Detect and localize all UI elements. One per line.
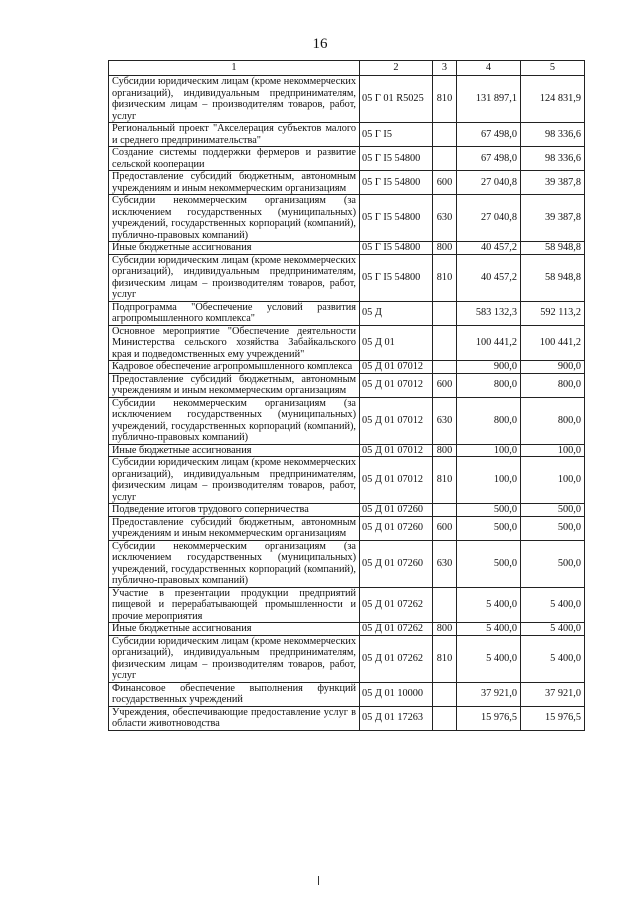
budget-table	[108, 60, 585, 731]
row-type-cell: 630	[433, 195, 457, 242]
table-row	[109, 682, 585, 706]
row-value-2-cell: 98 336,6	[521, 147, 585, 171]
row-code-cell: 05 Д 01	[360, 325, 433, 361]
row-type-cell	[433, 123, 457, 147]
row-code-cell: 05 Д	[360, 301, 433, 325]
row-code-cell: 05 Г I5 54800	[360, 242, 433, 255]
row-name-cell: Участие в презентации продукции предприятий пищевой и перерабатывающей промышленности и прочие мероприятия	[109, 587, 360, 623]
row-type-cell	[433, 325, 457, 361]
table-row	[109, 242, 585, 255]
row-code-cell: 05 Д 01 07012	[360, 444, 433, 457]
row-name-cell: Кадровое обеспечение агропромышленного комплекса	[109, 361, 360, 374]
row-name-cell: Создание системы поддержки фермеров и развитие сельской кооперации	[109, 147, 360, 171]
row-code-cell: 05 Д 01 10000	[360, 682, 433, 706]
row-type-cell	[433, 587, 457, 623]
row-value-2-cell: 800,0	[521, 397, 585, 444]
row-code-cell: 05 Г 01 R5025	[360, 76, 433, 123]
row-name-cell: Основное мероприятие "Обеспечение деятельности Министерства сельского хозяйства Забайкальского края и подведомственных ему учреждений"	[109, 325, 360, 361]
table-row	[109, 504, 585, 517]
row-type-cell	[433, 147, 457, 171]
table-row	[109, 171, 585, 195]
row-name-cell: Иные бюджетные ассигнования	[109, 444, 360, 457]
row-value-1-cell: 5 400,0	[457, 587, 521, 623]
table-row	[109, 325, 585, 361]
row-value-2-cell: 800,0	[521, 373, 585, 397]
row-value-1-cell: 67 498,0	[457, 147, 521, 171]
row-value-2-cell: 15 976,5	[521, 706, 585, 730]
row-type-cell: 810	[433, 457, 457, 504]
row-value-1-cell: 800,0	[457, 373, 521, 397]
table-header-row	[109, 61, 585, 76]
table-row	[109, 373, 585, 397]
row-value-1-cell: 40 457,2	[457, 242, 521, 255]
row-value-2-cell: 900,0	[521, 361, 585, 374]
row-value-1-cell: 583 132,3	[457, 301, 521, 325]
row-name-cell: Подпрограмма "Обеспечение условий развития агропромышленного комплекса"	[109, 301, 360, 325]
header-col-2: 2	[360, 61, 433, 76]
row-value-1-cell: 900,0	[457, 361, 521, 374]
table-row	[109, 623, 585, 636]
footer-mark	[318, 876, 319, 885]
row-name-cell: Субсидии некоммерческим организациям (за исключением государственных (муниципальных) учреждений, государственных корпораций (компаний), публично-правовых компаний)	[109, 195, 360, 242]
row-name-cell: Субсидии юридическим лицам (кроме некоммерческих организаций), индивидуальным предпринимателям, физическим лицам – производителям товаров, работ, услуг	[109, 635, 360, 682]
row-type-cell: 810	[433, 254, 457, 301]
row-code-cell: 05 Г I5	[360, 123, 433, 147]
row-value-1-cell: 67 498,0	[457, 123, 521, 147]
row-code-cell: 05 Д 01 07262	[360, 635, 433, 682]
row-code-cell: 05 Г I5 54800	[360, 147, 433, 171]
header-col-5: 5	[521, 61, 585, 76]
row-value-1-cell: 500,0	[457, 540, 521, 587]
row-type-cell: 800	[433, 623, 457, 636]
row-value-2-cell: 58 948,8	[521, 254, 585, 301]
table-row	[109, 706, 585, 730]
row-type-cell: 600	[433, 373, 457, 397]
row-type-cell: 810	[433, 635, 457, 682]
row-value-2-cell: 98 336,6	[521, 123, 585, 147]
table-row	[109, 516, 585, 540]
row-type-cell	[433, 504, 457, 517]
row-value-2-cell: 5 400,0	[521, 635, 585, 682]
table-row	[109, 361, 585, 374]
row-name-cell: Субсидии юридическим лицам (кроме некоммерческих организаций), индивидуальным предпринимателям, физическим лицам – производителям товаров, работ, услуг	[109, 457, 360, 504]
table-row	[109, 147, 585, 171]
row-value-1-cell: 800,0	[457, 397, 521, 444]
row-value-1-cell: 100,0	[457, 444, 521, 457]
row-code-cell: 05 Д 01 07260	[360, 504, 433, 517]
page-number: 16	[312, 36, 328, 52]
table-row	[109, 123, 585, 147]
row-code-cell: 05 Д 01 07262	[360, 623, 433, 636]
row-name-cell: Субсидии некоммерческим организациям (за исключением государственных (муниципальных) учреждений, государственных корпораций (компаний), публично-правовых компаний)	[109, 540, 360, 587]
row-code-cell: 05 Д 01 07012	[360, 457, 433, 504]
table-row	[109, 254, 585, 301]
row-value-2-cell: 500,0	[521, 540, 585, 587]
row-name-cell: Субсидии юридическим лицам (кроме некоммерческих организаций), индивидуальным предпринимателям, физическим лицам – производителям товаров, работ, услуг	[109, 254, 360, 301]
row-code-cell: 05 Д 01 07262	[360, 587, 433, 623]
row-value-2-cell: 592 113,2	[521, 301, 585, 325]
row-name-cell: Региональный проект "Акселерация субъектов малого и среднего предпринимательства"	[109, 123, 360, 147]
row-type-cell: 600	[433, 516, 457, 540]
row-value-2-cell: 37 921,0	[521, 682, 585, 706]
row-value-1-cell: 100 441,2	[457, 325, 521, 361]
row-value-2-cell: 39 387,8	[521, 171, 585, 195]
table-row	[109, 540, 585, 587]
row-type-cell: 630	[433, 540, 457, 587]
table-row	[109, 397, 585, 444]
row-value-1-cell: 500,0	[457, 504, 521, 517]
row-type-cell: 800	[433, 242, 457, 255]
header-col-1: 1	[109, 61, 360, 76]
table-row	[109, 195, 585, 242]
row-name-cell: Иные бюджетные ассигнования	[109, 242, 360, 255]
table-row	[109, 301, 585, 325]
row-name-cell: Подведение итогов трудового соперничества	[109, 504, 360, 517]
row-value-1-cell: 40 457,2	[457, 254, 521, 301]
row-code-cell: 05 Д 01 07260	[360, 516, 433, 540]
row-value-2-cell: 100 441,2	[521, 325, 585, 361]
table-row	[109, 444, 585, 457]
row-value-2-cell: 39 387,8	[521, 195, 585, 242]
row-value-1-cell: 27 040,8	[457, 171, 521, 195]
row-name-cell: Субсидии некоммерческим организациям (за исключением государственных (муниципальных) учреждений, государственных корпораций (компаний), публично-правовых компаний)	[109, 397, 360, 444]
header-col-3: 3	[433, 61, 457, 76]
row-value-2-cell: 5 400,0	[521, 587, 585, 623]
row-type-cell	[433, 682, 457, 706]
row-value-1-cell: 131 897,1	[457, 76, 521, 123]
row-name-cell: Субсидии юридическим лицам (кроме некоммерческих организаций), индивидуальным предпринимателям, физическим лицам – производителям товаров, работ, услуг	[109, 76, 360, 123]
row-value-2-cell: 100,0	[521, 444, 585, 457]
row-code-cell: 05 Д 01 07012	[360, 397, 433, 444]
row-type-cell: 630	[433, 397, 457, 444]
row-type-cell	[433, 706, 457, 730]
row-code-cell: 05 Г I5 54800	[360, 171, 433, 195]
row-name-cell: Финансовое обеспечение выполнения функций государственных учреждений	[109, 682, 360, 706]
row-type-cell: 600	[433, 171, 457, 195]
row-type-cell: 800	[433, 444, 457, 457]
header-col-4: 4	[457, 61, 521, 76]
row-value-1-cell: 5 400,0	[457, 623, 521, 636]
row-value-2-cell: 100,0	[521, 457, 585, 504]
row-code-cell: 05 Д 01 17263	[360, 706, 433, 730]
table-row	[109, 457, 585, 504]
row-code-cell: 05 Д 01 07260	[360, 540, 433, 587]
row-value-2-cell: 5 400,0	[521, 623, 585, 636]
row-code-cell: 05 Г I5 54800	[360, 195, 433, 242]
row-value-2-cell: 500,0	[521, 516, 585, 540]
row-type-cell	[433, 301, 457, 325]
row-name-cell: Учреждения, обеспечивающие предоставление услуг в области животноводства	[109, 706, 360, 730]
row-name-cell: Иные бюджетные ассигнования	[109, 623, 360, 636]
row-type-cell	[433, 361, 457, 374]
table-row	[109, 635, 585, 682]
row-code-cell: 05 Д 01 07012	[360, 373, 433, 397]
row-code-cell: 05 Г I5 54800	[360, 254, 433, 301]
row-value-2-cell: 58 948,8	[521, 242, 585, 255]
table-body	[109, 76, 585, 731]
row-value-1-cell: 15 976,5	[457, 706, 521, 730]
row-name-cell: Предоставление субсидий бюджетным, автономным учреждениям и иным некоммерческим организациям	[109, 373, 360, 397]
row-name-cell: Предоставление субсидий бюджетным, автономным учреждениям и иным некоммерческим организациям	[109, 516, 360, 540]
row-value-1-cell: 500,0	[457, 516, 521, 540]
row-value-1-cell: 100,0	[457, 457, 521, 504]
table-row	[109, 587, 585, 623]
row-value-1-cell: 5 400,0	[457, 635, 521, 682]
row-name-cell: Предоставление субсидий бюджетным, автономным учреждениям и иным некоммерческим организациям	[109, 171, 360, 195]
table-row	[109, 76, 585, 123]
row-value-2-cell: 500,0	[521, 504, 585, 517]
row-code-cell: 05 Д 01 07012	[360, 361, 433, 374]
row-value-1-cell: 27 040,8	[457, 195, 521, 242]
row-value-2-cell: 124 831,9	[521, 76, 585, 123]
row-type-cell: 810	[433, 76, 457, 123]
row-value-1-cell: 37 921,0	[457, 682, 521, 706]
